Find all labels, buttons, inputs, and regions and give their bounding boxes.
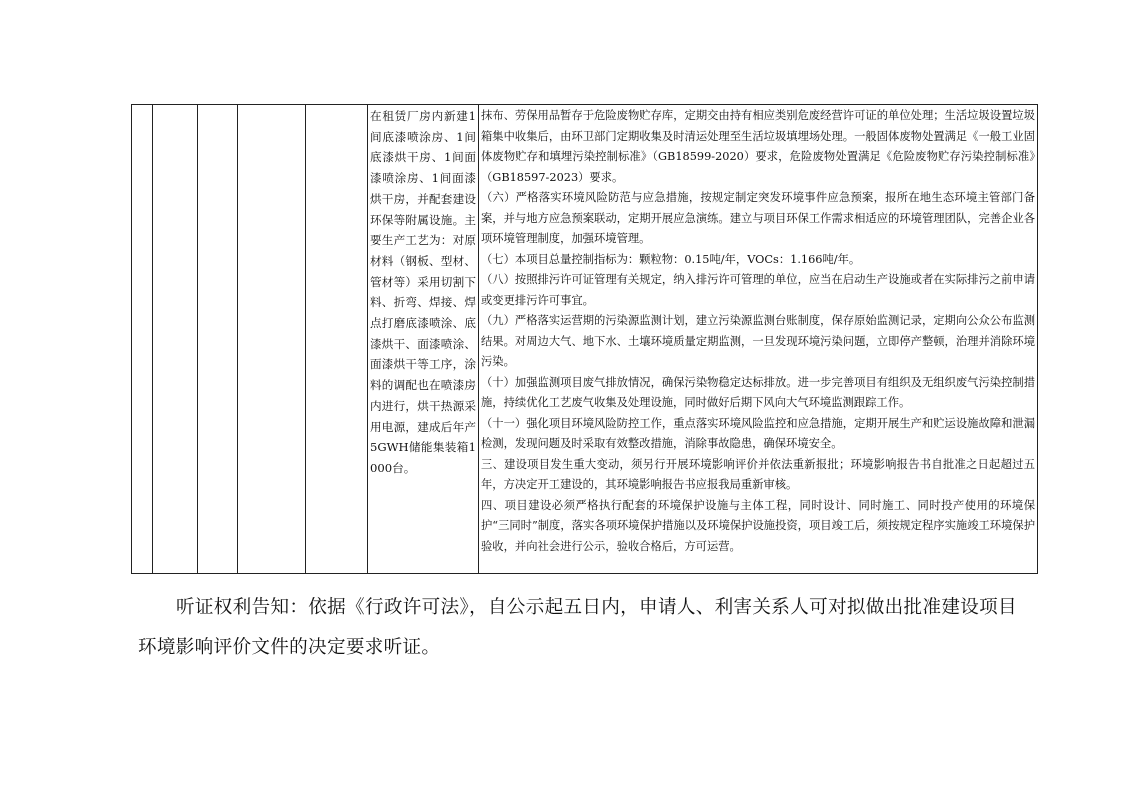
measure-paragraph: 抹布、劳保用品暂存于危险废物贮存库，定期交由持有相应类别危废经营许可证的单位处理；生活垃圾设置垃圾箱集中收集后，由环卫部门定期收集及时清运处理至生活垃圾填埋场处理。一般固体废物处置满足《一般工业固体废物贮存和填埋污染控制标准》（GB18599-2020）要求，危险废物处置满足《危险废物贮存污染控制标准》（GB18597-2023）要求。 <box>481 109 1035 184</box>
measure-paragraph: 三、建设项目发生重大变动，须另行开展环境影响评价并依法重新报批；环境影响报告书自批准之日起超过五年，方决定开工建设的，其环境影响报告书应报我局重新审核。 <box>481 457 1035 491</box>
measure-paragraph: （十一）强化项目环境风险防控工作，重点落实环境风险监控和应急措施，定期开展生产和贮运设施故障和泄漏检测，发现问题及时采取有效整改措施，消除事故隐患，确保环境安全。 <box>481 416 1035 450</box>
hearing-rights-notice: 听证权利告知：依据《行政许可法》，自公示起五日内，申请人、利害关系人可对拟做出批准建设项目环境影响评价文件的决定要求听证。 <box>138 597 1017 658</box>
blank-cell-5 <box>306 105 368 574</box>
blank-cell-2 <box>153 105 198 574</box>
blank-cell-4 <box>238 105 306 574</box>
measure-paragraph: （七）本项目总量控制指标为：颗粒物：0.15吨/年，VOCs：1.166吨/年。 <box>481 252 861 266</box>
blank-cell-index <box>132 105 153 574</box>
measure-paragraph: （八）按照排污许可证管理有关规定，纳入排污许可管理的单位，应当在启动生产设施或者在实际排污之前申请或变更排污许可事宜。 <box>481 273 1035 307</box>
measure-paragraph: （六）严格落实环境风险防范与应急措施，按规定制定突发环境事件应急预案，报所在地生态环境主管部门备案，并与地方应急预案联动，定期开展应急演练。建立与项目环保工作需求相适应的环境管理团队，完善企业各项环境管理制度，加强环境管理。 <box>481 191 1035 245</box>
approval-table <box>131 104 1038 574</box>
project-content-cell: 在租赁厂房内新建1间底漆喷涂房、1间底漆烘干房、1间面漆喷涂房、1间面漆烘干房，并配套建设环保等附属设施。主要生产工艺为：对原材料（钢板、型材、管材等）采用切割下料、折弯、焊接、焊点打磨底漆喷涂、底漆烘干、面漆喷涂、面漆烘干等工序，涂料的调配也在喷漆房内进行，烘干热源采用电源，建成后年产5GWH储能集装箱1000台。 <box>368 105 479 574</box>
measure-paragraph: （十）加强监测项目废气排放情况，确保污染物稳定达标排放。进一步完善项目有组织及无组织废气污染控制措施，持续优化工艺废气收集及处理设施，同时做好后期下风向大气环境监测跟踪工作。 <box>481 375 1035 409</box>
measures-cell <box>479 105 1038 574</box>
measure-paragraph: 四、项目建设必须严格执行配套的环境保护设施与主体工程，同时设计、同时施工、同时投产使用的环境保护“三同时”制度，落实各项环境保护措施以及环境保护设施投资，项目竣工后，须按规定程序实施竣工环境保护验收，并向社会进行公示，验收合格后，方可运营。 <box>481 498 1035 553</box>
blank-cell-3 <box>198 105 238 574</box>
measure-paragraph: （九）严格落实运营期的污染源监测计划，建立污染源监测台账制度，保存原始监测记录，定期向公众公布监测结果。对周边大气、地下水、土壤环境质量定期监测，一旦发现环境污染问题，立即停产整顿，治理并消除环境污染。 <box>481 314 1035 368</box>
table-row <box>132 105 1038 574</box>
